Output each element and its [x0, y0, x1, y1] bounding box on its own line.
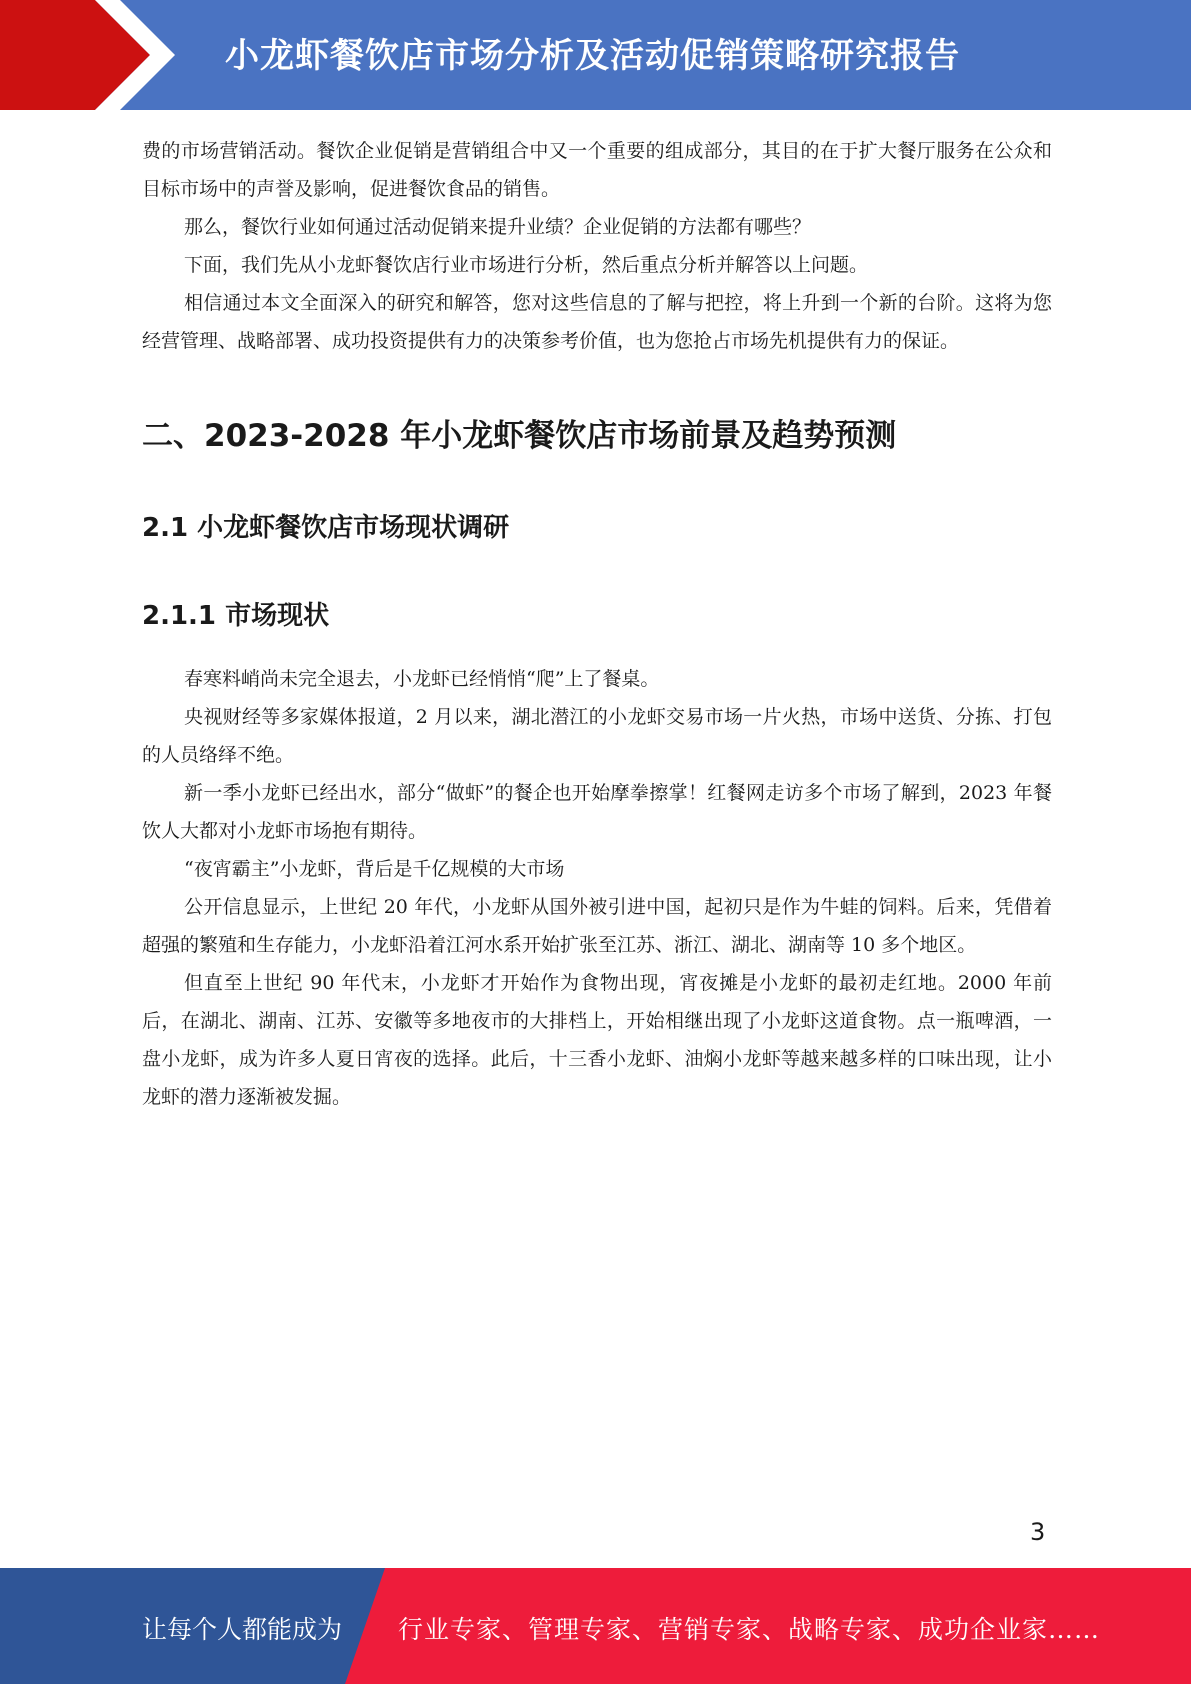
paragraph-history: 公开信息显示，上世纪 20 年代，小龙虾从国外被引进中国，起初只是作为牛蛙的饲料。后来，凭借着超强的繁殖和生存能力，小龙虾沿着江河水系开始扩张至江苏、浙江、湖北、湖南等 10 多个地区。 [142, 896, 1052, 956]
paragraph-popularity: 但直至上世纪 90 年代末，小龙虾才开始作为食物出现，宵夜摊是小龙虾的最初走红地。2000 年前后，在湖北、湖南、江苏、安徽等多地夜市的大排档上，开始相继出现了小龙虾这道食物。点一瓶啤酒，一盘小龙虾，成为许多人夏日宵夜的选择。此后，十三香小龙虾、油焖小龙虾等越来越多样的口味出现，让小龙虾的潜力逐渐被发掘。 [142, 972, 1052, 1108]
paragraph-plan: 下面，我们先从小龙虾餐饮店行业市场进行分析，然后重点分析并解答以上问题。 [184, 254, 869, 276]
paragraph-intro-continued: 费的市场营销活动。餐饮企业促销是营销组合中又一个重要的组成部分，其目的在于扩大餐厅服务在公众和目标市场中的声誉及影响，促进餐饮食品的销售。 [142, 140, 1052, 200]
page-number: 3 [1030, 1518, 1046, 1546]
document-title: 小龙虾餐饮店市场分析及活动促销策略研究报告 [225, 36, 960, 76]
footer-slogan-left: 让每个人都能成为 [142, 1615, 343, 1644]
document-body [142, 132, 1052, 1116]
subsection-heading-2-1: 2.1 小龙虾餐饮店市场现状调研 [142, 513, 510, 543]
subsection-heading-2-1-1: 2.1.1 市场现状 [142, 601, 330, 631]
footer-banner [0, 1568, 1191, 1684]
paragraph-new-season: 新一季小龙虾已经出水，部分“做虾”的餐企也开始摩拳擦掌！红餐网走访多个市场了解到，2023 年餐饮人大都对小龙虾市场抱有期待。 [142, 782, 1052, 842]
paragraph-cctv-report: 央视财经等多家媒体报道，2 月以来，湖北潜江的小龙虾交易市场一片火热，市场中送货、分拣、打包的人员络绎不绝。 [142, 706, 1052, 766]
paragraph-question: 那么，餐饮行业如何通过活动促销来提升业绩？企业促销的方法都有哪些？ [184, 216, 812, 238]
paragraph-subtitle-quote: “夜宵霸主”小龙虾，背后是千亿规模的大市场 [184, 858, 565, 880]
footer-slogan-right: 行业专家、管理专家、营销专家、战略专家、成功企业家…… [398, 1615, 1101, 1644]
section-heading-2: 二、2023-2028 年小龙虾餐饮店市场前景及趋势预测 [142, 418, 897, 454]
paragraph-spring: 春寒料峭尚未完全退去，小龙虾已经悄悄“爬”上了餐桌。 [184, 668, 660, 690]
header-banner [0, 0, 1191, 110]
paragraph-value: 相信通过本文全面深入的研究和解答，您对这些信息的了解与把控，将上升到一个新的台阶。这将为您经营管理、战略部署、成功投资提供有力的决策参考价值，也为您抢占市场先机提供有力的保证。 [142, 292, 1052, 352]
